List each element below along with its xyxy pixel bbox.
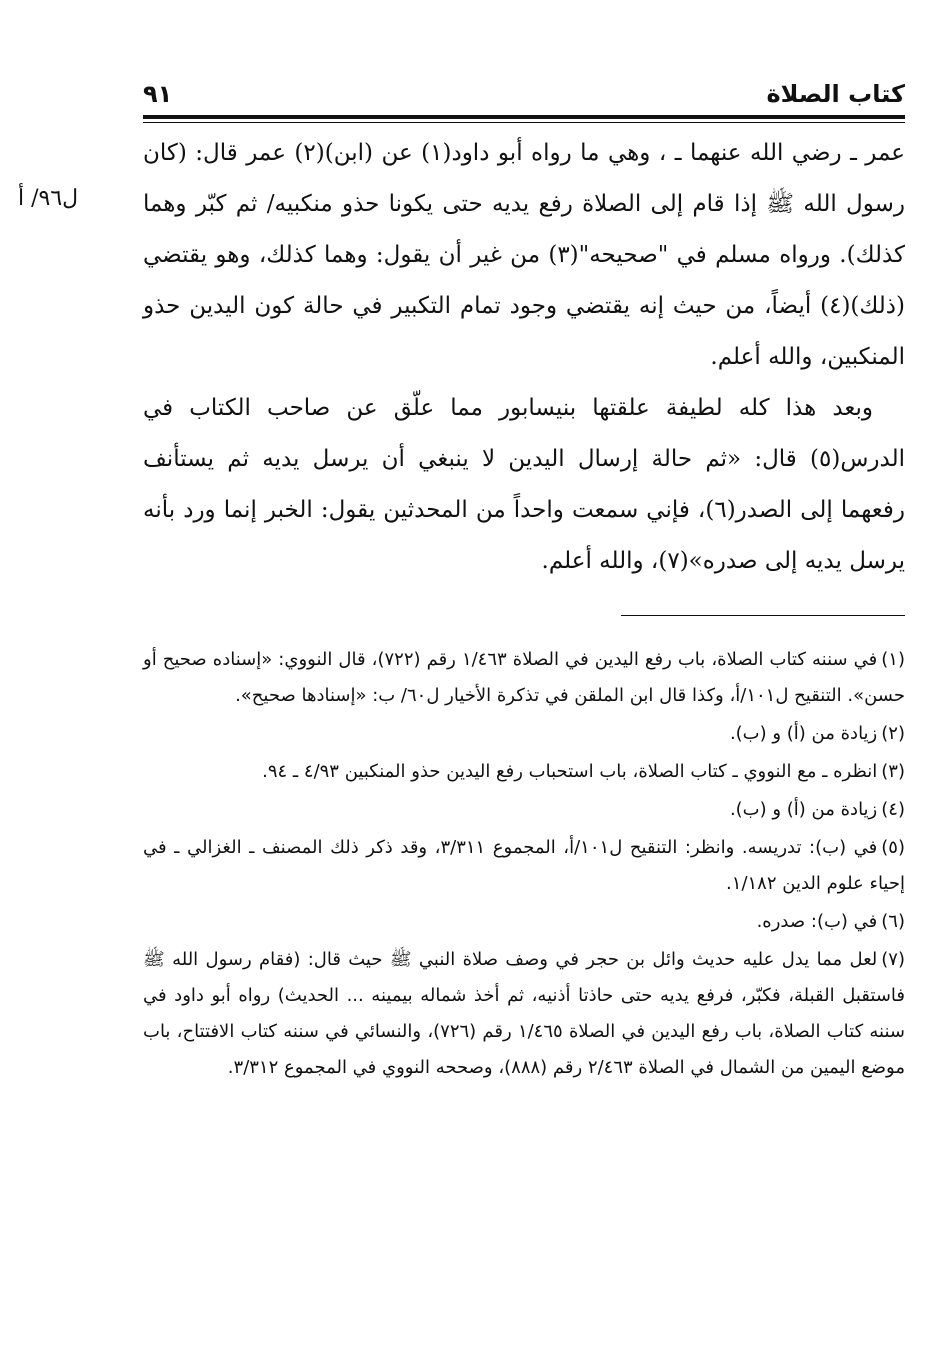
footnote-text: في (ب): تدريسه. وانظر: التنقيح ل١٠١/أ، المجموع ٣/٣١١، وقد ذكر ذلك المصنف ـ الغزالي ـ في إحياء علوم الدين ١/١٨٢. [143, 837, 905, 894]
main-text [143, 128, 905, 587]
footnote-number: (٦) [881, 911, 905, 932]
footnote-separator [621, 615, 905, 616]
footnote-number: (٣) [881, 761, 905, 782]
footnote-text: زيادة من (أ) و (ب). [729, 799, 878, 820]
footnote-2 [143, 716, 905, 752]
footnote-text: انظره ـ مع النووي ـ كتاب الصلاة، باب استحباب رفع اليدين حذو المنكبين ٤/٩٣ ـ ٩٤. [262, 761, 878, 782]
footnote-6 [143, 904, 905, 940]
header-rule-thick [143, 115, 905, 119]
footnote-text: في سننه كتاب الصلاة، باب رفع اليدين في الصلاة ١/٤٦٣ رقم (٧٢٢)، قال النووي: «إسناده صحيح أو حسن». التنقيح ل١٠١/أ، وكذا قال ابن الملقن في تذكرة الأخيار ل٦٠/ ب: «إسنادها صحيح». [143, 649, 905, 706]
footnote-number: (٤) [881, 799, 905, 820]
footnote-4 [143, 792, 905, 828]
footnote-3 [143, 754, 905, 790]
footnote-7 [143, 942, 905, 1086]
footnotes [143, 642, 905, 1088]
manuscript-folio-note: ل٩٦/ أ [18, 186, 79, 211]
footnote-number: (١) [881, 649, 905, 670]
paragraph-1: عمر ـ رضي الله عنهما ـ ، وهي ما رواه أبو داود(١) عن (ابن)(٢) عمر قال: (كان رسول الله ﷺ إذا قام إلى الصلاة رفع يديه حتى يكونا حذو منكبيه/ ثم كبّر وهما كذلك). ورواه مسلم في "صحيحه"(٣) من غير أن يقول: وهما كذلك، وهو يقتضي (ذلك)(٤) أيضاً، من حيث إنه يقتضي وجود تمام التكبير في حالة كون اليدين حذو المنكبين، والله أعلم. [143, 140, 906, 370]
footnote-number: (٥) [881, 837, 905, 858]
footnote-text: زيادة من (أ) و (ب). [729, 723, 878, 744]
page-header [143, 80, 905, 114]
footnote-5 [143, 830, 905, 902]
paragraph-2: وبعد هذا كله لطيفة علقتها بنيسابور مما علّق عن صاحب الكتاب في الدرس(٥) قال: «ثم حالة إرسال اليدين لا ينبغي أن يرسل يديه ثم يستأنف رفعهما إلى الصدر(٦)، فإني سمعت واحداً من المحدثين يقول: الخبر إنما ورد بأنه يرسل يديه إلى صدره»(٧)، والله أعلم. [143, 395, 905, 574]
footnote-1 [143, 642, 905, 714]
page-number: ٩١ [143, 80, 173, 108]
footnote-text: في (ب): صدره. [756, 911, 878, 932]
footnote-text: لعل مما يدل عليه حديث وائل بن حجر في وصف صلاة النبي ﷺ حيث قال: (فقام رسول الله ﷺ فاستقبل القبلة، فكبّر، فرفع يديه حتى حاذتا أذنيه، ثم أخذ شماله بيمينه ... الحديث) رواه أبو داود في سننه كتاب الصلاة، باب رفع اليدين في الصلاة ١/٤٦٥ رقم (٧٢٦)، والنسائي في سننه كتاب الافتتاح، باب موضع اليمين من الشمال في الصلاة ٢/٤٦٣ رقم (٨٨٨)، وصححه النووي في المجموع ٣/٣١٢. [143, 949, 905, 1078]
header-rule-thin [143, 122, 905, 123]
footnote-number: (٢) [881, 723, 905, 744]
chapter-title: كتاب الصلاة [766, 80, 905, 108]
footnote-number: (٧) [881, 949, 905, 970]
